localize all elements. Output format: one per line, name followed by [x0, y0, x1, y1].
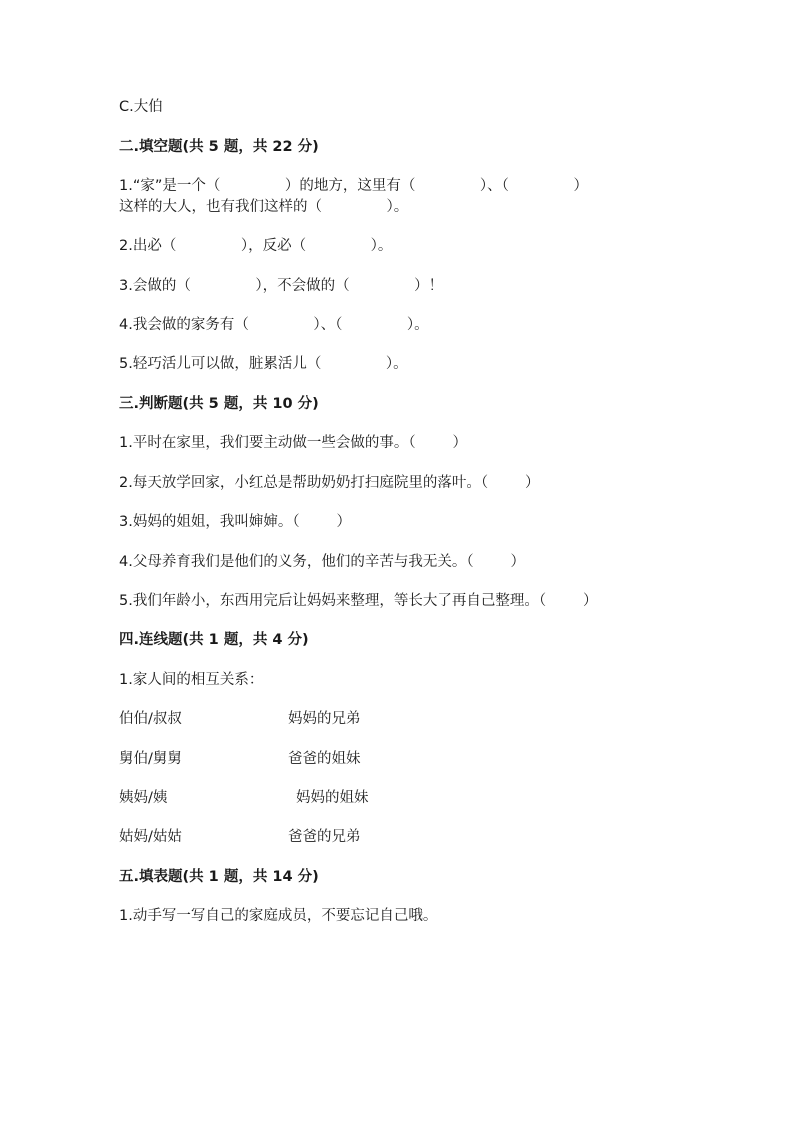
match-right-4: 爸爸的兄弟	[288, 829, 361, 845]
match-left-1: 伯伯/叔叔	[119, 711, 182, 727]
section-4-heading: 四.连线题(共 1 题，共 4 分)	[119, 632, 309, 648]
section-2-q1-line2: 这样的大人，也有我们这样的（ ）。	[119, 199, 409, 215]
match-left-3: 姨妈/姨	[119, 790, 168, 806]
match-right-3: 妈妈的姐妹	[296, 790, 369, 806]
section-2-q4: 4.我会做的家务有（ ）、（ ）。	[119, 317, 429, 333]
match-right-1: 妈妈的兄弟	[288, 711, 361, 727]
section-5-heading: 五.填表题(共 1 题，共 14 分)	[119, 869, 319, 885]
match-right-2: 爸爸的姐妹	[288, 751, 361, 767]
section-3-heading: 三.判断题(共 5 题，共 10 分)	[119, 396, 319, 412]
section-3-q4: 4.父母养育我们是他们的义务，他们的辛苦与我无关。（ ）	[119, 554, 525, 570]
section-3-q1: 1.平时在家里，我们要主动做一些会做的事。（ ）	[119, 435, 467, 451]
section-4-q1: 1.家人间的相互关系：	[119, 672, 264, 688]
section-3-q2: 2.每天放学回家，小红总是帮助奶奶打扫庭院里的落叶。（ ）	[119, 475, 540, 491]
section-3-q5: 5.我们年龄小，东西用完后让妈妈来整理，等长大了再自己整理。（ ）	[119, 593, 598, 609]
section-3-q3: 3.妈妈的姐姐，我叫婶婶。（ ）	[119, 514, 351, 530]
section-2-q1-line1: 1.“家”是一个（ ）的地方，这里有（ ）、（ ）	[119, 178, 588, 194]
section-5-q1: 1.动手写一写自己的家庭成员，不要忘记自己哦。	[119, 908, 438, 924]
match-left-2: 舅伯/舅舅	[119, 751, 182, 767]
section-2-heading: 二.填空题(共 5 题，共 22 分)	[119, 139, 319, 155]
section-2-q2: 2.出必（ ），反必（ ）。	[119, 238, 393, 254]
match-left-4: 姑妈/姑姑	[119, 829, 182, 845]
section-2-q5: 5.轻巧活儿可以做，脏累活儿（ ）。	[119, 356, 408, 372]
section-2-q3: 3.会做的（ ），不会做的（ ）！	[119, 278, 444, 294]
previous-option-c: C.大伯	[119, 99, 163, 115]
